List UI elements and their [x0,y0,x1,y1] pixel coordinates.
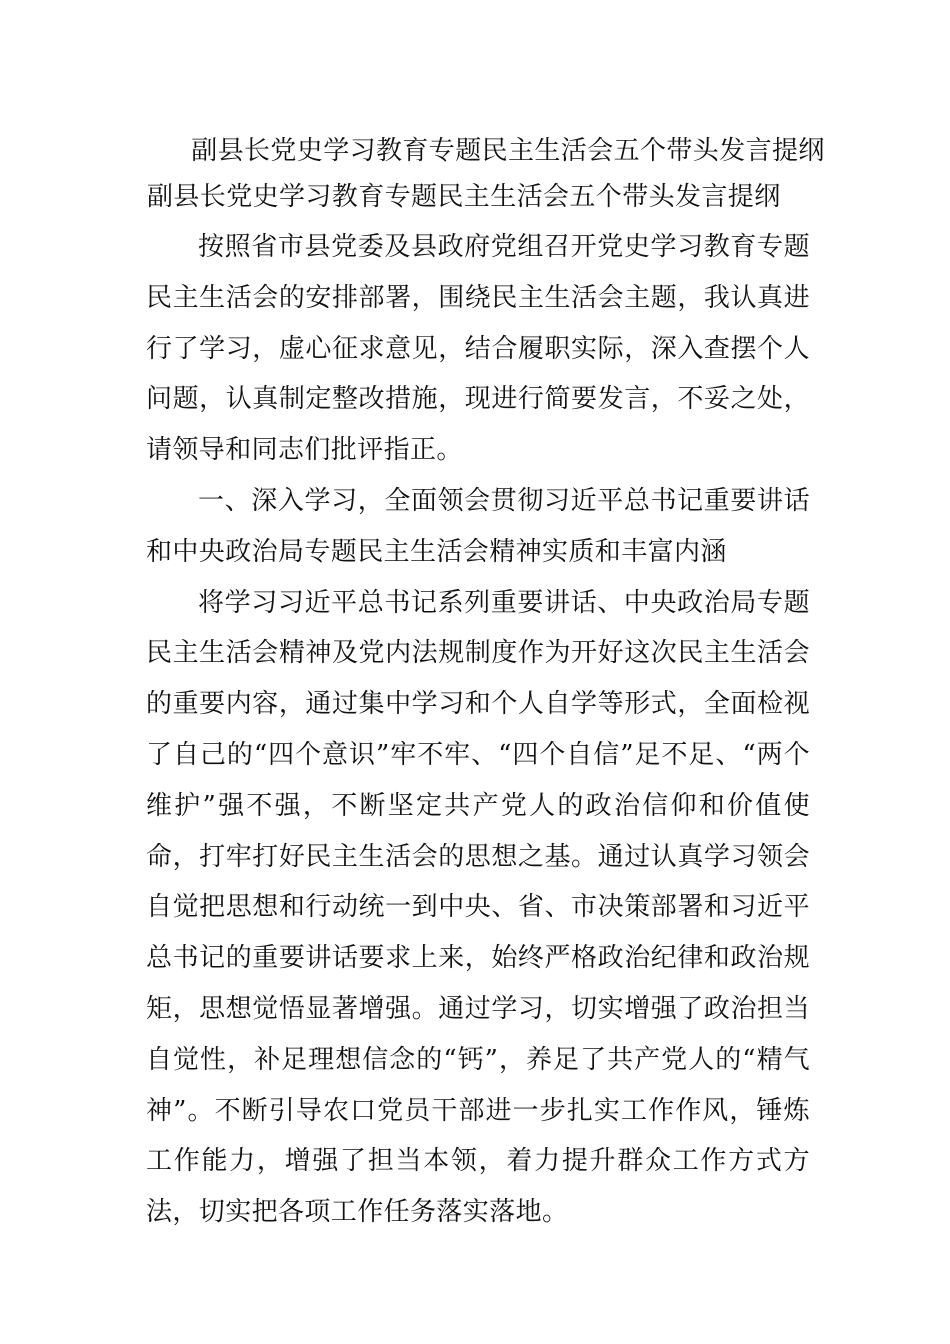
document-title: 副县长党史学习教育专题民主生活会五个带头发言提纲 [191,136,825,166]
paragraph-intro: 按照省市县党委及县政府党组召开党史学习教育专题民主生活会的安排部署，围绕民主生活会主题，我认真进行了学习，虚心征求意见，结合履职实际，深入查摆个人问题，认真制定整改措施，现进行简要发言，不妥之处，请领导和同志们批评指正。 [146,232,810,466]
paragraph-section-1: 将学习习近平总书记系列重要讲话、中央政治局专题民主生活会精神及党内法规制度作为开好这次民主生活会的重要内容，通过集中学习和个人自学等形式，全面检视了自己的“四个意识”牢不牢、“四个自信”足不足、“两个维护”强不强，不断坚定共产党人的政治信仰和价值使命，打牢打好民主生活会的思想之基。通过认真学习领会自觉把思想和行动统一到中央、省、市决策部署和习近平总书记的重要讲话要求上来，始终严格政治纪律和政治规矩，思想觉悟显著增强。通过学习，切实增强了政治担当自觉性，补足理想信念的“钙”，养足了共产党人的“精气神”。不断引导农口党员干部进一步扎实工作作风，锤炼工作能力，增强了担当本领，着力提升群众工作方式方法，切实把各项工作任务落实落地。 [146,587,810,1228]
section-heading-1: 一、深入学习，全面领会贯彻习近平总书记重要讲话和中央政治局专题民主生活会精神实质和丰富内涵 [146,485,810,567]
document-body [146,128,825,1238]
document-subtitle: 副县长党史学习教育专题民主生活会五个带头发言提纲 [147,182,781,212]
